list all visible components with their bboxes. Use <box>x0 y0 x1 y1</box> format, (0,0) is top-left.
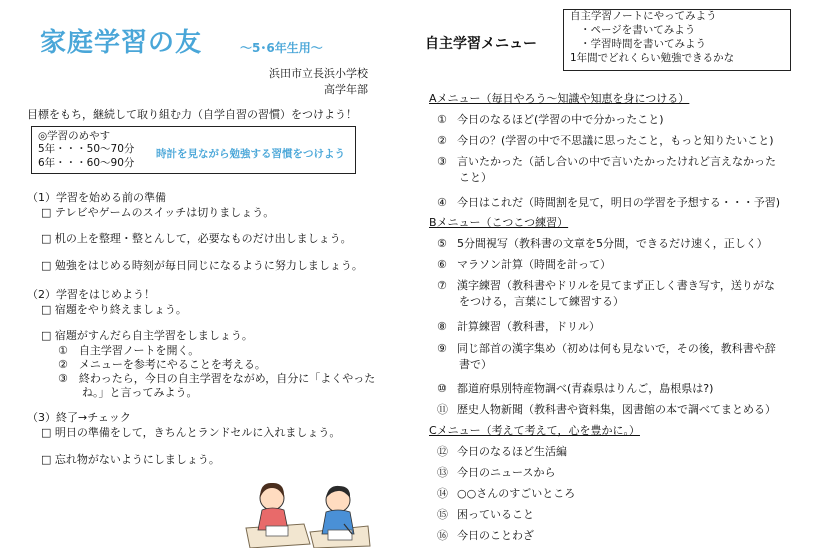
menu-item: ⑫ 今日のなるほど生活編 <box>437 445 567 458</box>
menu-item: ⑦ 漢字練習（教科書やドリルを見てまず正しく書き写す，送りがな をつける，言葉にして練習する） <box>437 279 775 308</box>
checklist-item: □ 明日の準備をして，きちんとランドセルに入れましょう。 <box>41 426 341 439</box>
menu-item: ④ 今日はこれだ（時間割を見て，明日の学習を予想する・・・予習) <box>437 196 781 209</box>
note-line: ・ページを書いてみよう <box>580 23 696 36</box>
menu-item: ⑯ 今日のことわざ <box>437 529 534 542</box>
page-title: 家庭学習の友 <box>40 28 203 58</box>
step-item: ① 自主学習ノートを開く。 <box>58 344 200 357</box>
note-line: 自主学習ノートにやってみよう <box>570 10 717 22</box>
checklist-item: □ 忘れ物がないようにしましょう。 <box>41 453 220 466</box>
target-grade5: 5年・・・50～70分 <box>38 143 135 155</box>
department-name: 高学年部 <box>324 82 368 96</box>
menu-item: ⑨ 同じ部首の漢字集め（初めは何も見ないで，その後，教科書や辞 書で） <box>437 342 776 371</box>
target-grade6: 6年・・・60～90分 <box>38 157 135 169</box>
target-message: 時計を見ながら勉強する習慣をつけよう <box>156 148 345 160</box>
step-item: ② メニューを参考にやることを考える。 <box>58 358 266 371</box>
menu-item: ⑪ 歴史人物新聞（教科書や資料集，図書館の本で調べてまとめる） <box>437 403 776 416</box>
step-item: ③ 終わったら，今日の自主学習をながめ，自分に「よくやった <box>58 372 376 385</box>
target-box <box>31 126 356 174</box>
menu-item: ⑬ 今日のニュースから <box>437 466 556 479</box>
menu-heading-c: Cメニュー（考えて考えて，心を豊かに。） <box>429 424 640 437</box>
menu-item: ① 今日のなるほど(学習の中で分かったこと) <box>437 113 664 126</box>
menu-title: 自主学習メニュー <box>425 36 537 52</box>
note-line: 1年間でどれくらい勉強できるかな <box>570 51 735 64</box>
checklist-item: □ 宿題をやり終えましょう。 <box>41 303 187 316</box>
menu-item: ③ 言いたかった（話し合いの中で言いたかったけれど言えなかった こと） <box>437 155 776 184</box>
menu-item: ⑮ 困っていること <box>437 508 534 521</box>
students-studying-illustration <box>244 476 372 548</box>
step-item-continued: ね。」と言ってみよう。 <box>82 386 198 399</box>
checklist-item: □ 勉強をはじめる時刻が毎日同じになるように努力しましょう。 <box>41 259 363 272</box>
menu-item: ⑤ 5分間視写（教科書の文章を5分間，できるだけ速く，正しく） <box>437 237 768 250</box>
section-heading: （3）終了→チェック <box>27 411 131 424</box>
checklist-item: □ 宿題がすんだら自主学習をしましょう。 <box>41 329 253 342</box>
menu-heading-a: Aメニュー（毎日やろう～知識や知恵を身につける） <box>429 92 690 105</box>
note-box <box>563 9 791 71</box>
school-name: 浜田市立長浜小学校 <box>269 67 368 80</box>
menu-heading-b: Bメニュー（こつこつ練習） <box>429 216 569 229</box>
menu-item: ⑩ 都道府県別特産物調べ(青森県はりんご，島根県は?) <box>437 382 714 395</box>
note-line: ・学習時間を書いてみよう <box>580 37 706 50</box>
target-heading: ◎学習のめやす <box>38 130 111 142</box>
menu-item: ② 今日の？(学習の中で不思議に思ったこと，もっと知りたいこと) <box>437 134 774 147</box>
page-subtitle: ～5･6年生用～ <box>240 41 323 55</box>
goal-text: 目標をもち，継続して取り組む力（自学自習の習慣）をつけよう！ <box>27 108 357 121</box>
checklist-item: □ 机の上を整理・整とんして，必要なものだけ出しましょう。 <box>41 232 352 245</box>
menu-item: ⑧ 計算練習（教科書，ドリル） <box>437 320 600 333</box>
section-heading: （2）学習をはじめよう！ <box>27 288 155 301</box>
school-info <box>269 66 368 98</box>
checklist-item: □ テレビやゲームのスイッチは切りましょう。 <box>41 206 275 219</box>
menu-item: ⑭ ○○さんのすごいところ <box>437 487 576 500</box>
menu-item: ⑥ マラソン計算（時間を計って） <box>437 258 611 271</box>
section-heading: （1）学習を始める前の準備 <box>27 191 166 204</box>
